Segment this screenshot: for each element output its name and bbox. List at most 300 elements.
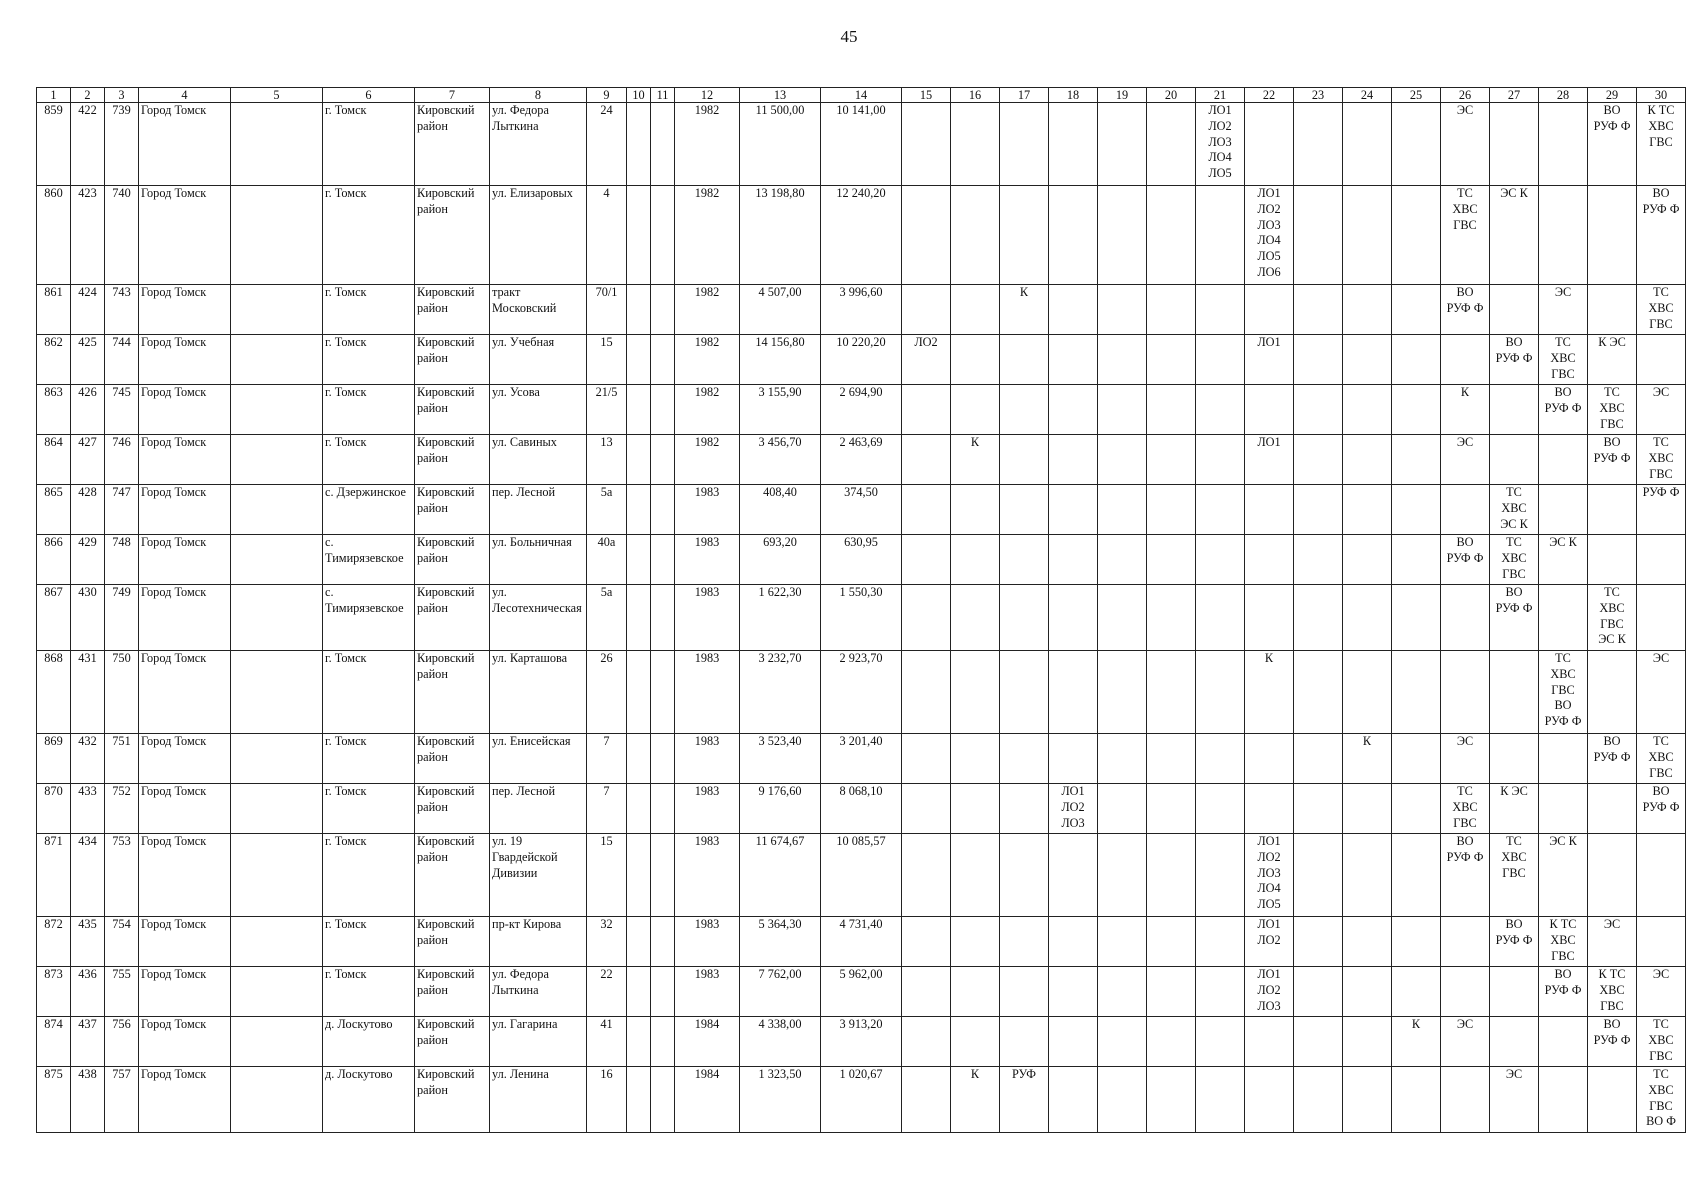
table-cell-col-13: 4 338,00 [740,1017,821,1067]
table-cell-col-29: ТС ХВС ГВС [1588,385,1637,435]
table-cell-col-7: Кировский район [415,651,490,734]
table-cell-col-24 [1343,385,1392,435]
table-cell-col-24 [1343,1067,1392,1133]
table-cell-col-5 [231,103,323,186]
table-cell-col-20 [1147,585,1196,651]
table-cell-col-9: 40а [587,535,627,585]
table-row [37,385,1686,435]
table-cell-col-29 [1588,1067,1637,1133]
table-cell-col-20 [1147,1017,1196,1067]
table-cell-col-11 [651,535,675,585]
table-cell-col-18 [1049,485,1098,535]
table-cell-col-6: г. Томск [323,285,415,335]
table-cell-col-22 [1245,103,1294,186]
table-cell-col-7: Кировский район [415,967,490,1017]
table-cell-col-17 [1000,335,1049,385]
table-cell-col-4: Город Томск [139,186,231,285]
table-cell-col-23 [1294,967,1343,1017]
column-number: 27 [1490,88,1539,103]
table-cell-col-29 [1588,285,1637,335]
table-cell-col-1: 861 [37,285,71,335]
table-cell-col-23 [1294,651,1343,734]
table-cell-col-4: Город Томск [139,485,231,535]
table-cell-col-16 [951,917,1000,967]
table-cell-col-17 [1000,834,1049,917]
table-cell-col-13: 13 198,80 [740,186,821,285]
table-cell-col-10 [627,285,651,335]
column-number: 20 [1147,88,1196,103]
table-cell-col-6: с. Дзержинское [323,485,415,535]
table-cell-col-21 [1196,186,1245,285]
table-cell-col-24 [1343,103,1392,186]
table-cell-col-6: г. Томск [323,734,415,784]
table-cell-col-8: ул. 19 Гвардейской Дивизии [490,834,587,917]
table-row [37,103,1686,186]
table-cell-col-28 [1539,485,1588,535]
table-cell-col-22: ЛО1 ЛО2 ЛО3 ЛО4 ЛО5 ЛО6 [1245,186,1294,285]
table-cell-col-14: 3 201,40 [821,734,902,784]
table-cell-col-4: Город Томск [139,435,231,485]
table-cell-col-28: ВО РУФ Ф [1539,385,1588,435]
table-cell-col-3: 745 [105,385,139,435]
table-cell-col-3: 753 [105,834,139,917]
table-cell-col-29 [1588,485,1637,535]
table-cell-col-16 [951,834,1000,917]
table-cell-col-2: 428 [71,485,105,535]
table-cell-col-22 [1245,1017,1294,1067]
table-cell-col-5 [231,734,323,784]
table-cell-col-17 [1000,917,1049,967]
table-cell-col-26 [1441,917,1490,967]
table-cell-col-24 [1343,651,1392,734]
table-cell-col-23 [1294,734,1343,784]
table-cell-col-29: ВО РУФ Ф [1588,103,1637,186]
table-cell-col-10 [627,1067,651,1133]
table-cell-col-30: ТС ХВС ГВС ВО Ф [1637,1067,1686,1133]
table-cell-col-19 [1098,585,1147,651]
table-cell-col-8: ул. Карташова [490,651,587,734]
table-cell-col-19 [1098,186,1147,285]
table-cell-col-13: 7 762,00 [740,967,821,1017]
table-cell-col-5 [231,585,323,651]
table-cell-col-25 [1392,967,1441,1017]
table-cell-col-13: 5 364,30 [740,917,821,967]
table-row [37,485,1686,535]
table-cell-col-1: 868 [37,651,71,734]
table-cell-col-6: г. Томск [323,834,415,917]
table-cell-col-22 [1245,1067,1294,1133]
table-cell-col-15 [902,651,951,734]
table-cell-col-19 [1098,1017,1147,1067]
table-cell-col-26 [1441,585,1490,651]
table-cell-col-2: 431 [71,651,105,734]
table-cell-col-7: Кировский район [415,285,490,335]
column-number: 17 [1000,88,1049,103]
table-cell-col-11 [651,1067,675,1133]
table-cell-col-23 [1294,485,1343,535]
table-cell-col-9: 15 [587,335,627,385]
table-cell-col-15 [902,535,951,585]
table-cell-col-14: 5 962,00 [821,967,902,1017]
table-cell-col-6: г. Томск [323,385,415,435]
table-cell-col-9: 5а [587,485,627,535]
column-number: 15 [902,88,951,103]
table-cell-col-6: г. Томск [323,651,415,734]
table-cell-col-26 [1441,967,1490,1017]
table-cell-col-13: 3 232,70 [740,651,821,734]
table-cell-col-9: 7 [587,734,627,784]
table-cell-col-2: 425 [71,335,105,385]
table-cell-col-10 [627,1017,651,1067]
table-cell-col-26: ВО РУФ Ф [1441,285,1490,335]
table-cell-col-13: 3 523,40 [740,734,821,784]
table-cell-col-19 [1098,335,1147,385]
table-cell-col-9: 4 [587,186,627,285]
table-cell-col-25 [1392,335,1441,385]
table-cell-col-28 [1539,784,1588,834]
table-cell-col-13: 14 156,80 [740,335,821,385]
table-cell-col-17 [1000,186,1049,285]
column-number: 25 [1392,88,1441,103]
table-cell-col-8: ул. Федора Лыткина [490,103,587,186]
table-cell-col-9: 24 [587,103,627,186]
table-cell-col-16 [951,285,1000,335]
table-cell-col-3: 757 [105,1067,139,1133]
table-cell-col-10 [627,103,651,186]
table-cell-col-3: 743 [105,285,139,335]
table-cell-col-24 [1343,917,1392,967]
table-cell-col-16 [951,585,1000,651]
table-cell-col-13: 3 155,90 [740,385,821,435]
table-cell-col-10 [627,784,651,834]
table-cell-col-12: 1983 [675,535,740,585]
table-cell-col-17 [1000,651,1049,734]
table-cell-col-11 [651,335,675,385]
table-cell-col-9: 32 [587,917,627,967]
table-cell-col-7: Кировский район [415,385,490,435]
table-cell-col-27 [1490,385,1539,435]
table-cell-col-1: 873 [37,967,71,1017]
table-cell-col-25 [1392,784,1441,834]
table-cell-col-8: пер. Лесной [490,485,587,535]
table-cell-col-4: Город Томск [139,1067,231,1133]
table-cell-col-27 [1490,103,1539,186]
table-row [37,535,1686,585]
table-row [37,435,1686,485]
table-cell-col-14: 4 731,40 [821,917,902,967]
table-cell-col-10 [627,485,651,535]
table-cell-col-3: 749 [105,585,139,651]
table-cell-col-15 [902,585,951,651]
table-cell-col-19 [1098,834,1147,917]
table-cell-col-29: ВО РУФ Ф [1588,1017,1637,1067]
table-cell-col-5 [231,967,323,1017]
table-cell-col-6: г. Томск [323,917,415,967]
table-cell-col-21 [1196,651,1245,734]
table-cell-col-3: 739 [105,103,139,186]
table-cell-col-27 [1490,967,1539,1017]
table-cell-col-30: ЭС [1637,651,1686,734]
table-cell-col-1: 869 [37,734,71,784]
table-cell-col-27: ЭС [1490,1067,1539,1133]
table-cell-col-1: 865 [37,485,71,535]
table-cell-col-5 [231,784,323,834]
table-cell-col-20 [1147,784,1196,834]
table-cell-col-30: ТС ХВС ГВС [1637,1017,1686,1067]
table-cell-col-6: г. Томск [323,103,415,186]
table-cell-col-7: Кировский район [415,917,490,967]
table-cell-col-23 [1294,1067,1343,1133]
table-cell-col-27: ЭС К [1490,186,1539,285]
table-row [37,784,1686,834]
column-number: 4 [139,88,231,103]
table-cell-col-5 [231,186,323,285]
table-cell-col-5 [231,834,323,917]
table-cell-col-9: 7 [587,784,627,834]
table-cell-col-19 [1098,651,1147,734]
table-cell-col-10 [627,385,651,435]
column-number: 6 [323,88,415,103]
table-cell-col-30: ТС ХВС ГВС [1637,285,1686,335]
table-cell-col-23 [1294,917,1343,967]
table-cell-col-21 [1196,834,1245,917]
table-cell-col-21 [1196,784,1245,834]
table-cell-col-18 [1049,834,1098,917]
table-cell-col-9: 26 [587,651,627,734]
table-cell-col-24 [1343,1017,1392,1067]
table-cell-col-2: 429 [71,535,105,585]
table-cell-col-1: 863 [37,385,71,435]
table-cell-col-18 [1049,186,1098,285]
table-cell-col-16 [951,784,1000,834]
column-number: 22 [1245,88,1294,103]
table-cell-col-21 [1196,535,1245,585]
table-cell-col-7: Кировский район [415,485,490,535]
column-number: 18 [1049,88,1098,103]
table-cell-col-12: 1983 [675,734,740,784]
table-row [37,1067,1686,1133]
table-cell-col-14: 10 085,57 [821,834,902,917]
table-cell-col-2: 437 [71,1017,105,1067]
table-cell-col-22 [1245,535,1294,585]
table-cell-col-27: ТС ХВС ГВС [1490,535,1539,585]
table-cell-col-7: Кировский район [415,1067,490,1133]
table-cell-col-29 [1588,834,1637,917]
table-cell-col-10 [627,651,651,734]
table-cell-col-30: К ТС ХВС ГВС [1637,103,1686,186]
table-cell-col-30: РУФ Ф [1637,485,1686,535]
table-cell-col-30: ТС ХВС ГВС [1637,435,1686,485]
table-cell-col-12: 1982 [675,385,740,435]
table-cell-col-2: 438 [71,1067,105,1133]
table-cell-col-2: 434 [71,834,105,917]
table-cell-col-5 [231,1017,323,1067]
table-row [37,1017,1686,1067]
table-cell-col-19 [1098,485,1147,535]
table-cell-col-21 [1196,385,1245,435]
table-cell-col-6: г. Томск [323,967,415,1017]
table-cell-col-18 [1049,285,1098,335]
table-cell-col-17 [1000,1017,1049,1067]
table-cell-col-15 [902,917,951,967]
table-cell-col-2: 426 [71,385,105,435]
table-cell-col-30 [1637,917,1686,967]
table-cell-col-28: ТС ХВС ГВС ВО РУФ Ф [1539,651,1588,734]
table-cell-col-7: Кировский район [415,186,490,285]
table-cell-col-5 [231,651,323,734]
table-cell-col-10 [627,734,651,784]
table-cell-col-27: ВО РУФ Ф [1490,917,1539,967]
table-cell-col-6: г. Томск [323,435,415,485]
table-cell-col-17: РУФ [1000,1067,1049,1133]
table-cell-col-13: 11 674,67 [740,834,821,917]
table-cell-col-15 [902,1067,951,1133]
table-cell-col-24 [1343,186,1392,285]
table-cell-col-26: ЭС [1441,1017,1490,1067]
table-cell-col-20 [1147,186,1196,285]
table-cell-col-17 [1000,734,1049,784]
table-cell-col-12: 1984 [675,1067,740,1133]
table-row [37,585,1686,651]
table-cell-col-22 [1245,784,1294,834]
table-cell-col-4: Город Томск [139,103,231,186]
table-cell-col-17 [1000,585,1049,651]
table-cell-col-14: 2 463,69 [821,435,902,485]
table-cell-col-11 [651,1017,675,1067]
table-cell-col-25: К [1392,1017,1441,1067]
table-cell-col-30 [1637,585,1686,651]
table-cell-col-21 [1196,585,1245,651]
table-cell-col-22: ЛО1 [1245,435,1294,485]
table-cell-col-15 [902,485,951,535]
table-cell-col-20 [1147,385,1196,435]
table-cell-col-3: 744 [105,335,139,385]
table-cell-col-13: 4 507,00 [740,285,821,335]
table-cell-col-20 [1147,435,1196,485]
table-cell-col-7: Кировский район [415,1017,490,1067]
table-cell-col-29 [1588,651,1637,734]
table-cell-col-17 [1000,535,1049,585]
table-cell-col-26: ЭС [1441,734,1490,784]
table-cell-col-8: ул. Савиных [490,435,587,485]
table-cell-col-11 [651,485,675,535]
table-cell-col-8: ул. Федора Лыткина [490,967,587,1017]
table-cell-col-19 [1098,967,1147,1017]
table-cell-col-12: 1983 [675,834,740,917]
table-cell-col-4: Город Томск [139,285,231,335]
table-cell-col-16: К [951,435,1000,485]
table-cell-col-1: 859 [37,103,71,186]
table-cell-col-12: 1983 [675,967,740,1017]
table-cell-col-15 [902,734,951,784]
table-cell-col-16: К [951,1067,1000,1133]
table-cell-col-20 [1147,917,1196,967]
table-cell-col-21 [1196,435,1245,485]
table-cell-col-27 [1490,651,1539,734]
table-cell-col-12: 1982 [675,435,740,485]
table-cell-col-15 [902,834,951,917]
table-cell-col-23 [1294,1017,1343,1067]
table-cell-col-29 [1588,535,1637,585]
table-cell-col-27 [1490,1017,1539,1067]
table-cell-col-28 [1539,1067,1588,1133]
table-cell-col-7: Кировский район [415,784,490,834]
table-cell-col-8: тракт Московский [490,285,587,335]
table-cell-col-15 [902,435,951,485]
table-cell-col-11 [651,585,675,651]
column-number: 5 [231,88,323,103]
table-row [37,734,1686,784]
table-cell-col-16 [951,385,1000,435]
table-row [37,335,1686,385]
table-cell-col-17 [1000,485,1049,535]
table-cell-col-26: ТС ХВС ГВС [1441,784,1490,834]
table-cell-col-17 [1000,103,1049,186]
table-cell-col-14: 3 913,20 [821,1017,902,1067]
table-cell-col-18 [1049,535,1098,585]
table-cell-col-29: ВО РУФ Ф [1588,734,1637,784]
table-cell-col-19 [1098,385,1147,435]
register-table [36,87,1686,1133]
table-cell-col-6: д. Лоскутово [323,1067,415,1133]
table-cell-col-3: 750 [105,651,139,734]
table-cell-col-4: Город Томск [139,1017,231,1067]
table-cell-col-11 [651,734,675,784]
table-cell-col-4: Город Томск [139,651,231,734]
column-number: 13 [740,88,821,103]
table-cell-col-14: 1 020,67 [821,1067,902,1133]
column-number: 2 [71,88,105,103]
table-cell-col-9: 41 [587,1017,627,1067]
table-cell-col-28 [1539,734,1588,784]
table-cell-col-1: 874 [37,1017,71,1067]
table-cell-col-3: 751 [105,734,139,784]
table-cell-col-24 [1343,335,1392,385]
table-cell-col-7: Кировский район [415,435,490,485]
table-cell-col-11 [651,285,675,335]
table-row [37,834,1686,917]
table-cell-col-24 [1343,285,1392,335]
table-cell-col-20 [1147,335,1196,385]
table-cell-col-9: 5а [587,585,627,651]
table-cell-col-18 [1049,585,1098,651]
table-cell-col-1: 864 [37,435,71,485]
table-cell-col-21 [1196,1067,1245,1133]
table-cell-col-29: ВО РУФ Ф [1588,435,1637,485]
table-cell-col-25 [1392,385,1441,435]
table-cell-col-24 [1343,834,1392,917]
column-number: 19 [1098,88,1147,103]
table-cell-col-19 [1098,1067,1147,1133]
table-cell-col-27: ВО РУФ Ф [1490,335,1539,385]
table-cell-col-18 [1049,734,1098,784]
table-cell-col-3: 746 [105,435,139,485]
table-cell-col-20 [1147,103,1196,186]
column-number: 21 [1196,88,1245,103]
table-cell-col-25 [1392,485,1441,535]
table-cell-col-10 [627,435,651,485]
table-row [37,651,1686,734]
table-cell-col-8: пр-кт Кирова [490,917,587,967]
table-cell-col-13: 408,40 [740,485,821,535]
table-cell-col-21 [1196,335,1245,385]
table-cell-col-17 [1000,385,1049,435]
table-cell-col-22 [1245,385,1294,435]
table-row [37,186,1686,285]
table-cell-col-26: ВО РУФ Ф [1441,535,1490,585]
table-cell-col-8: пер. Лесной [490,784,587,834]
column-number: 23 [1294,88,1343,103]
